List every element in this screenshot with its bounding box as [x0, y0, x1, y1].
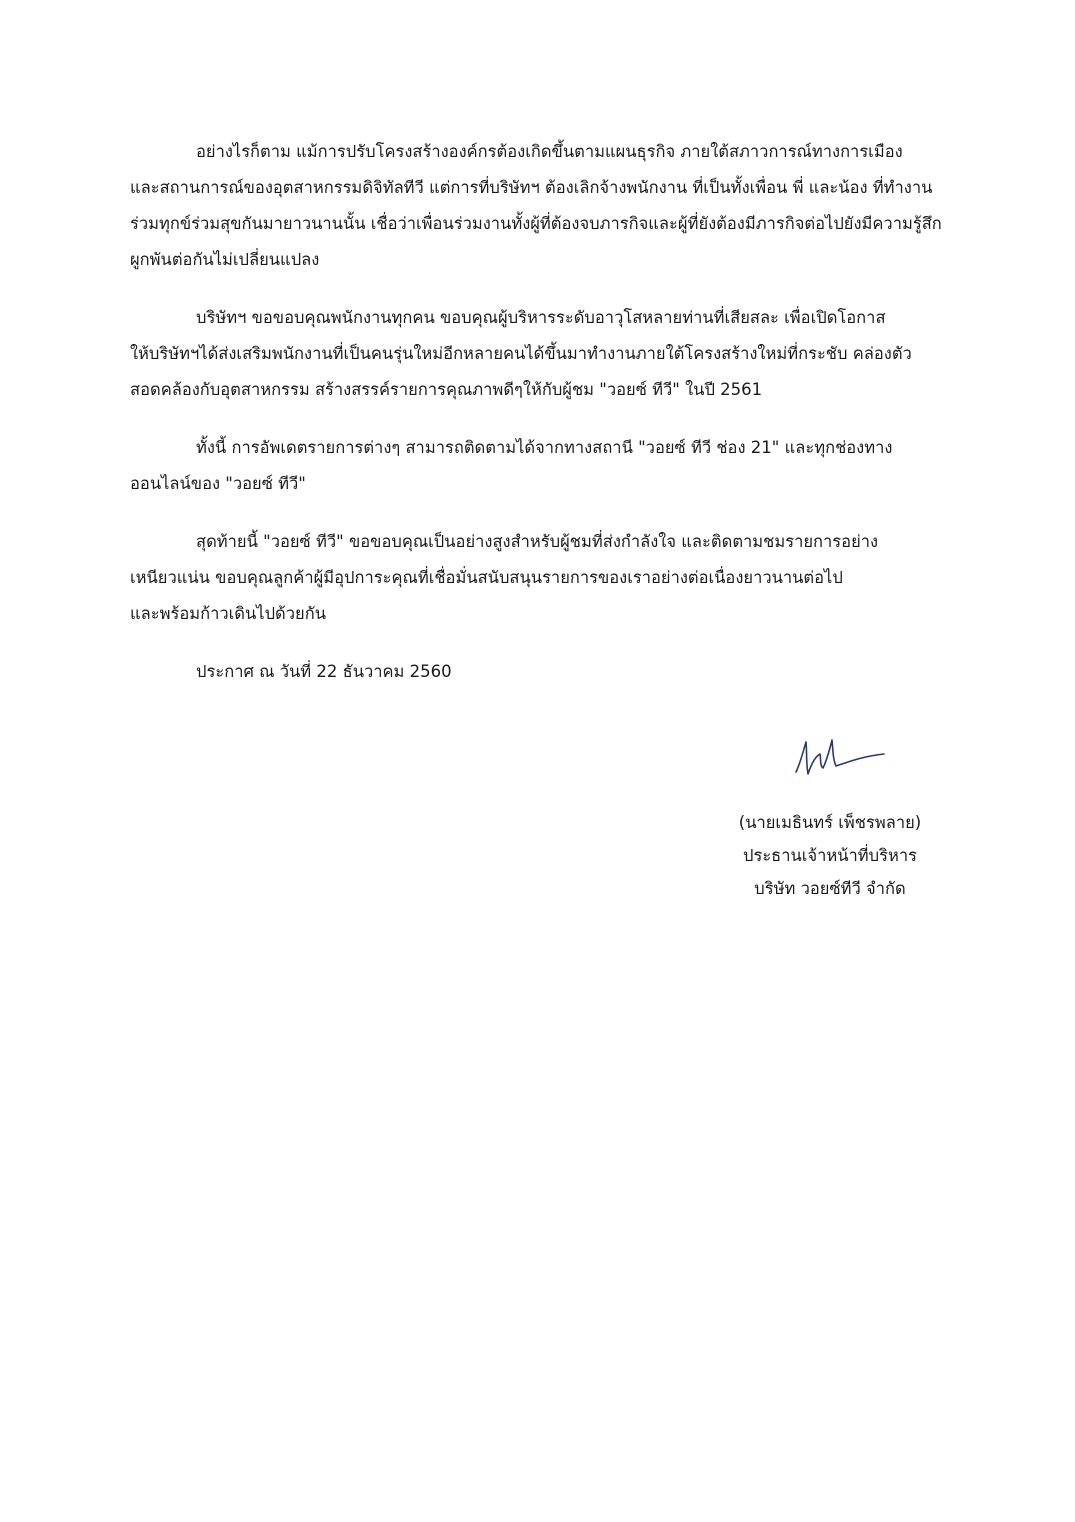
paragraph-line: อย่างไรก็ตาม แม้การปรับโครงสร้างองค์กรต้องเกิดขึ้นตามแผนธุรกิจ ภายใต้สภาวการณ์ทางการเมือง [196, 142, 903, 161]
paragraph-closing [130, 524, 960, 632]
signature-stroke [796, 740, 884, 774]
signatory-title: ประธานเจ้าหน้าที่บริหาร [742, 846, 918, 865]
announcement-date: ประกาศ ณ วันที่ 22 ธันวาคม 2560 [196, 662, 452, 681]
paragraph-line: สุดท้ายนี้ "วอยซ์ ทีวี" ขอขอบคุณเป็นอย่างสูงสำหรับผู้ชมที่ส่งกำลังใจ และติดตามชมรายการอย่าง [196, 532, 879, 551]
signatory-name: (นายเมธินทร์ เพ็ชรพลาย) [738, 813, 922, 832]
paragraph-updates [130, 430, 960, 502]
paragraph-line: และพร้อมก้าวเดินไปด้วยกัน [130, 604, 326, 623]
paragraph-line: และสถานการณ์ของอุตสาหกรรมดิจิทัลทีวี แต่การที่บริษัทฯ ต้องเลิกจ้างพนักงาน ที่เป็นทั้งเพื่อน พี่ และน้อง ที่ทำงาน [130, 178, 933, 197]
paragraph-line: ให้บริษัทฯได้ส่งเสริมพนักงานที่เป็นคนรุ่นใหม่อีกหลายคนได้ขึ้นมาทำงานภายใต้โครงสร้างใหม่ที่กระชับ คล่องตัว [130, 344, 912, 363]
handwritten-signature [790, 728, 890, 784]
announcement-body [130, 134, 960, 690]
paragraph-line: ทั้งนี้ การอัพเดตรายการต่างๆ สามารถติดตามได้จากทางสถานี "วอยซ์ ทีวี ช่อง 21" และทุกช่องทาง [196, 438, 893, 457]
signatory-company: บริษัท วอยซ์ทีวี จำกัด [754, 879, 906, 898]
signatory-block [700, 806, 960, 905]
paragraph-line: ร่วมทุกข์ร่วมสุขกันมายาวนานนั้น เชื่อว่าเพื่อนร่วมงานทั้งผู้ที่ต้องจบภารกิจและผู้ที่ยังต้องมีภารกิจต่อไปยังมีความรู้สึก [130, 214, 942, 233]
paragraph-line: บริษัทฯ ขอขอบคุณพนักงานทุกคน ขอบคุณผู้บริหารระดับอาวุโสหลายท่านที่เสียสละ เพื่อเปิดโอกาส [196, 308, 886, 327]
signature-drawing [790, 728, 890, 784]
paragraph-thanks-staff [130, 300, 960, 408]
paragraph-line: สอดคล้องกับอุตสาหกรรม สร้างสรรค์รายการคุณภาพดีๆให้กับผู้ชม "วอยซ์ ทีวี" ในปี 2561 [130, 380, 763, 399]
paragraph-line: เหนียวแน่น ขอบคุณลูกค้าผู้มีอุปการะคุณที่เชื่อมั่นสนับสนุนรายการของเราอย่างต่อเนื่องยาวนานต่อไป [130, 568, 843, 587]
paragraph-line: ออนไลน์ของ "วอยซ์ ทีวี" [130, 474, 306, 493]
paragraph-line: ผูกพันต่อกันไม่เปลี่ยนแปลง [130, 250, 320, 269]
paragraph-restructuring [130, 134, 960, 278]
